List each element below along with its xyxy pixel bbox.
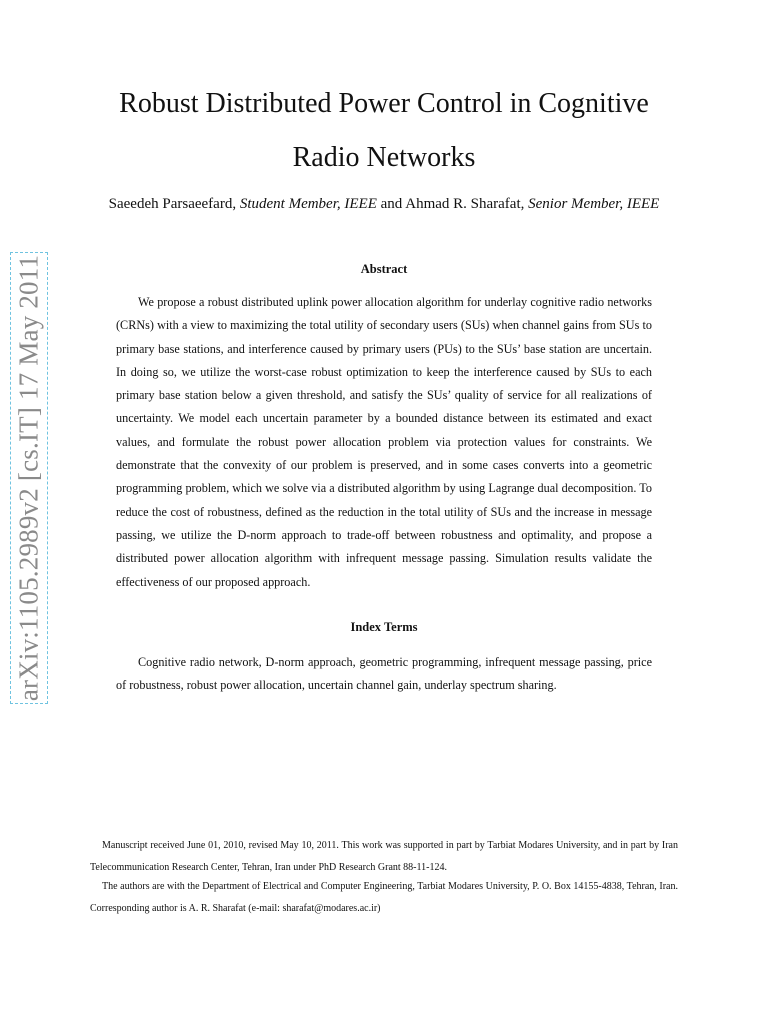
abstract-body: We propose a robust distributed uplink power allocation algorithm for underlay cognitive radio networks (CRNs) with a view to maximizing the total utility of secondary users (SUs) when channel gains from SUs to primary base stations, and interference caused by primary users (PUs) to the SUs’ base station are uncertain. In doing so, we utilize the worst-case robust optimization to keep the interference caused by SUs to each primary base station below a given threshold, and satisfy the SUs’ quality of service for all realizations of uncertainty. We model each uncertain parameter by a bounded distance between its estimated and exact values, and formulate the robust power allocation problem via protection values for constraints. We demonstrate that the convexity of our problem is preserved, and in some cases converts into a geometric programming problem, which we solve via a distributed algorithm by using Lagrange dual decomposition. To reduce the cost of robustness, defined as the reduction in the total utility of SUs and the increase in message passing, we utilize the D-norm approach to trade-off between robustness and optimality, and propose a distributed power allocation algorithm with infrequent message passing. Simulation results validate the effectiveness of our proposed approach. (116, 295, 652, 589)
arxiv-side-stamp[interactable] (10, 252, 48, 704)
arxiv-identifier: arXiv:1105.2989v2 [cs.IT] 17 May 2011 (13, 254, 44, 702)
abstract-heading: Abstract (360, 262, 408, 276)
paper-title-line-2: Radio Networks (292, 142, 476, 173)
author-1-name: Saeedeh Parsaeefard, (108, 196, 237, 212)
footnote-affiliation: The authors are with the Department of Electrical and Computer Engineering, Tarbiat Modares University, P. O. Box 14155-4838, Tehran, Iran. Corresponding author is A. R. Sharafat (e-mail: sharafat@modares.ac.ir) (90, 881, 678, 914)
paper-title-line-1: Robust Distributed Power Control in Cognitive (119, 88, 649, 119)
author-line (60, 195, 708, 213)
author-2-name: Ahmad R. Sharafat, (405, 196, 525, 212)
author-conjunction: and (380, 196, 403, 212)
index-terms-body: Cognitive radio network, D-norm approach, geometric programming, infrequent message passing, price of robustness, robust power allocation, uncertain channel gain, underlay spectrum sharing. (116, 655, 652, 693)
footnote-manuscript: Manuscript received June 01, 2010, revised May 10, 2011. This work was supported in part by Tarbiat Modares University, and in part by Iran Telecommunication Research Center, Tehran, Iran under PhD Research Grant 88-11-124. (90, 840, 678, 873)
index-terms-heading: Index Terms (350, 620, 418, 634)
author-1-role: Student Member, IEEE (239, 196, 377, 212)
author-2-role: Senior Member, IEEE (528, 196, 660, 212)
